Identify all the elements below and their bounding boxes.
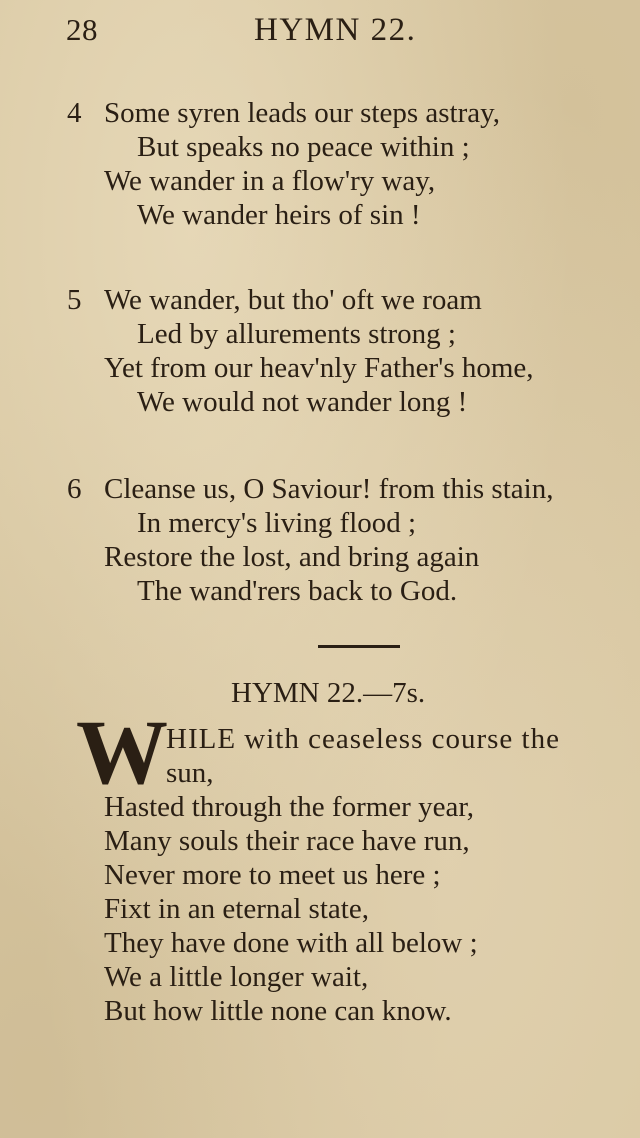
verse-line: Never more to meet us here ; bbox=[104, 859, 441, 891]
stanza-number: 6 bbox=[67, 473, 82, 505]
verse-line: We wander in a flow'ry way, bbox=[104, 165, 436, 197]
drop-cap: W bbox=[76, 701, 168, 803]
section-divider bbox=[318, 645, 400, 648]
verse-line: Cleanse us, O Saviour! from this stain, bbox=[104, 473, 554, 505]
verse-line: But how little none can know. bbox=[104, 995, 452, 1027]
verse-line: Fixt in an eternal state, bbox=[104, 893, 369, 925]
hymn-title: HYMN 22.—7s. bbox=[231, 677, 426, 709]
verse-line: But speaks no peace within ; bbox=[137, 131, 470, 163]
verse-line: The wand'rers back to God. bbox=[137, 575, 458, 607]
verse-line: We wander, but tho' oft we roam bbox=[104, 284, 482, 316]
verse-line: Some syren leads our steps astray, bbox=[104, 97, 500, 129]
stanza-number: 5 bbox=[67, 284, 82, 316]
page-number: 28 bbox=[66, 12, 98, 47]
verse-line: We wander heirs of sin ! bbox=[137, 199, 421, 231]
stanza-number: 4 bbox=[67, 97, 82, 129]
verse-line: Restore the lost, and bring again bbox=[104, 541, 480, 573]
verse-line: We would not wander long ! bbox=[137, 386, 468, 418]
verse-line: Led by allurements strong ; bbox=[137, 318, 456, 350]
verse-line-first: HILE with ceaseless course the bbox=[166, 723, 560, 755]
verse-line: sun, bbox=[166, 757, 214, 789]
verse-line: They have done with all below ; bbox=[104, 927, 478, 959]
verse-line: In mercy's living flood ; bbox=[137, 507, 417, 539]
verse-line: Yet from our heav'nly Father's home, bbox=[104, 352, 534, 384]
verse-line: Many souls their race have run, bbox=[104, 825, 470, 857]
verse-line: We a little longer wait, bbox=[104, 961, 369, 993]
verse-line: Hasted through the former year, bbox=[104, 791, 475, 823]
page-heading: HYMN 22. bbox=[254, 12, 417, 48]
